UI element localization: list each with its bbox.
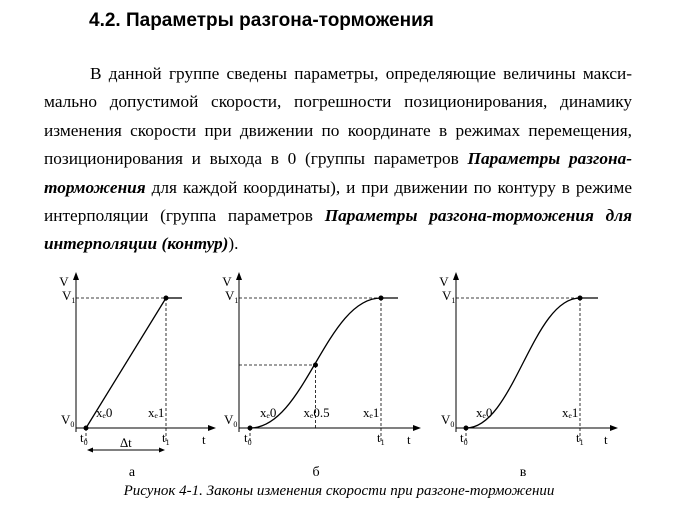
subfigure-label: б [312, 465, 320, 478]
t1-label: $t_1$ [377, 430, 385, 447]
para-line: В данной группе сведены параметры, определяющие величины макси- [90, 64, 632, 83]
param-group-name: интерполяции (контур) [44, 234, 229, 254]
para-line: позиционирования и выхода в 0 (группы параметров Параметры разгона- [44, 149, 632, 169]
curve-end-point [164, 296, 169, 301]
x-axis-label: t [407, 432, 411, 447]
v1-label: $V_1$ [62, 288, 76, 305]
para-line: интерполяции (группа параметров Параметры разгона-торможения для [44, 206, 633, 226]
v0-label: $V_0$ [61, 412, 75, 429]
x-axis-label: t [604, 432, 608, 447]
v0-label: $V_0$ [441, 412, 455, 429]
curve-start-point [464, 426, 469, 431]
annotation-start: xₑ0 [476, 405, 493, 420]
subfigure-label: а [128, 465, 136, 478]
v1-label: $V_1$ [225, 288, 239, 305]
v0-label: $V_0$ [224, 412, 238, 429]
figure-caption: Рисунок 4-1. Законы изменения скорости при разгоне-торможении [123, 483, 555, 499]
subfigure-label: в [519, 465, 527, 478]
v1-label: $V_1$ [442, 288, 456, 305]
graph-linear [59, 274, 212, 478]
section-heading: 4.2. Параметры разгона-торможения [89, 10, 434, 31]
param-group-name: Параметры разгона-торможения для [324, 206, 633, 226]
para-line: интерполяции (контур)). [44, 234, 239, 254]
param-group-name: Параметры разгона- [467, 149, 632, 169]
y-axis-label: V [59, 274, 69, 289]
annotation-start: xₑ0 [96, 405, 113, 420]
annotation-mid: xₑ0.5 [303, 405, 330, 420]
section-paragraph [44, 60, 632, 259]
annotation-end: xₑ1 [363, 405, 380, 420]
dt-label: ∆t [120, 435, 132, 450]
x-axis-label: t [202, 432, 206, 447]
para-line: торможения для каждой координаты), и при движении по контуру в режиме [44, 177, 632, 197]
graph-s-curve-midpoint [222, 274, 417, 478]
curve-start-point [248, 426, 253, 431]
curve-start-point [84, 426, 89, 431]
annotation-end: xₑ1 [562, 405, 579, 420]
curve-end-point [379, 296, 384, 301]
curve-end-point [578, 296, 583, 301]
t1-label: $t_1$ [576, 430, 584, 447]
velocity-profiles-figure [0, 262, 678, 478]
para-line: мально допустимой скорости, погрешности позиционирования, динамику [44, 92, 632, 112]
annotation-end: xₑ1 [148, 405, 165, 420]
graph-s-curve [439, 274, 614, 478]
y-axis-label: V [439, 274, 449, 289]
param-group-name: торможения [44, 177, 146, 197]
y-axis-label: V [222, 274, 232, 289]
t0-label: $t_0$ [460, 430, 468, 447]
t1-label: $t_1$ [162, 430, 170, 447]
t0-label: $t_0$ [80, 430, 88, 447]
para-line: изменения скорости при движении по координате в режимах перемещения, [44, 120, 632, 140]
annotation-start: xₑ0 [260, 405, 277, 420]
t0-label: $t_0$ [244, 430, 252, 447]
